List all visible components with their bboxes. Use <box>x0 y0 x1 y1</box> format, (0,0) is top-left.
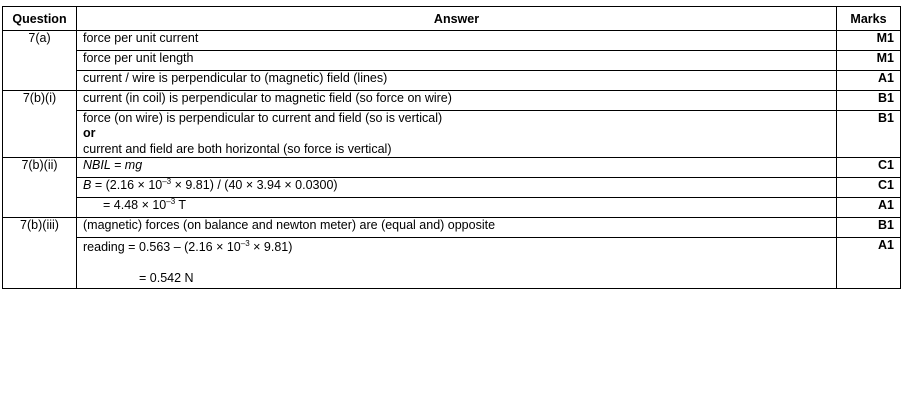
answer-cell: current (in coil) is perpendicular to magnetic field (so force on wire) <box>77 91 837 111</box>
mark-cell: B1 <box>837 218 901 238</box>
exponent: –3 <box>240 239 250 248</box>
answer-line: current and field are both horizontal (so force is vertical) <box>83 142 392 156</box>
mark-cell: C1 <box>837 178 901 198</box>
mark-scheme-table <box>2 6 901 289</box>
answer-text: = (2.16 × 10 <box>91 178 163 192</box>
answer-line: = 0.542 N <box>139 271 194 285</box>
question-number: 7(b)(ii) <box>3 158 77 218</box>
answer-text: × 9.81) / (40 × 3.94 × 0.0300) <box>171 178 338 192</box>
answer-text: reading = 0.563 – (2.16 × 10 <box>83 240 241 254</box>
answer-cell: force per unit current <box>77 31 837 51</box>
mark-cell: A1 <box>837 238 901 289</box>
table-row <box>3 178 901 198</box>
table-row <box>3 218 901 238</box>
mark-cell: A1 <box>837 71 901 91</box>
answer-cell: force per unit length <box>77 51 837 71</box>
table-row <box>3 51 901 71</box>
question-number: 7(b)(i) <box>3 91 77 158</box>
table-row <box>3 198 901 218</box>
mark-cell: C1 <box>837 158 901 178</box>
mark-cell: B1 <box>837 91 901 111</box>
answer-text: = 4.48 × 10 <box>103 198 167 212</box>
answer-cell <box>77 178 837 198</box>
exponent: –3 <box>162 177 172 186</box>
table-row <box>3 31 901 51</box>
answer-cell <box>77 238 837 289</box>
answer-header: Answer <box>77 7 837 31</box>
answer-text: T <box>175 198 187 212</box>
table-row <box>3 111 901 158</box>
exponent: –3 <box>166 197 176 206</box>
table-header-row <box>3 7 901 31</box>
table-row <box>3 158 901 178</box>
table-row <box>3 91 901 111</box>
table-row <box>3 71 901 91</box>
answer-cell: NBIL = mg <box>77 158 837 178</box>
answer-cell: (magnetic) forces (on balance and newton meter) are (equal and) opposite <box>77 218 837 238</box>
question-number: 7(b)(iii) <box>3 218 77 289</box>
answer-text: × 9.81) <box>249 240 293 254</box>
mark-cell: A1 <box>837 198 901 218</box>
answer-line: force (on wire) is perpendicular to current and field (so is vertical) <box>83 111 443 125</box>
mark-cell: M1 <box>837 51 901 71</box>
question-number: 7(a) <box>3 31 77 91</box>
or-label: or <box>83 126 96 140</box>
answer-cell: current / wire is perpendicular to (magnetic) field (lines) <box>77 71 837 91</box>
mark-cell: B1 <box>837 111 901 158</box>
answer-cell <box>77 111 837 158</box>
variable-b: B <box>83 178 92 192</box>
question-header: Question <box>3 7 77 31</box>
mark-cell: M1 <box>837 31 901 51</box>
table-row <box>3 238 901 289</box>
answer-cell <box>77 198 837 218</box>
marks-header: Marks <box>837 7 901 31</box>
